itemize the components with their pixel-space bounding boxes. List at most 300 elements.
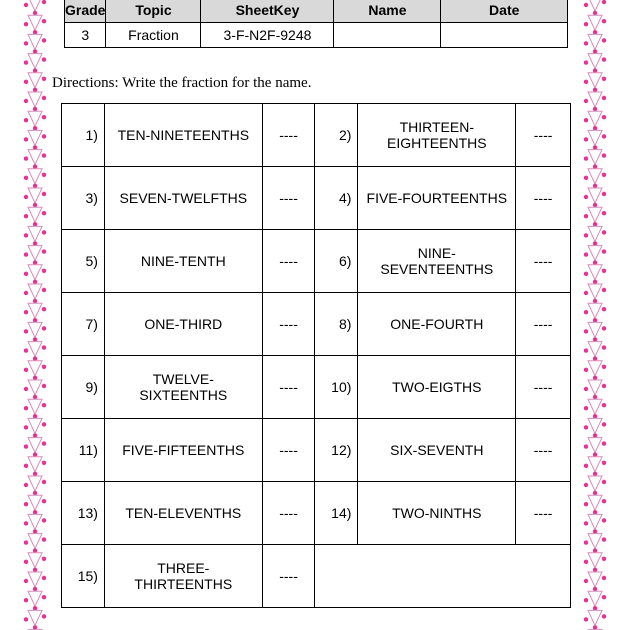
border-triangle (28, 418, 42, 433)
problem-number: 2) (315, 104, 358, 167)
answer-field[interactable]: ---- (262, 167, 315, 230)
border-dot (602, 326, 606, 330)
answer-field[interactable]: ---- (516, 167, 571, 230)
border-dot (602, 441, 606, 445)
border-dot (593, 337, 597, 341)
border-triangle (28, 0, 42, 11)
answer-field[interactable]: ---- (262, 104, 315, 167)
border-dot (584, 502, 588, 506)
border-dot (584, 22, 588, 26)
border-triangle (28, 438, 42, 453)
border-dot (42, 441, 46, 445)
border-dot (42, 326, 46, 330)
border-triangle (28, 457, 42, 472)
problem-row (62, 104, 571, 167)
border-dot (602, 499, 606, 503)
border-dot (593, 529, 597, 533)
border-dot (42, 595, 46, 599)
border-dot (42, 57, 46, 61)
border-dot (602, 19, 606, 23)
border-dot (602, 422, 606, 426)
answer-field[interactable]: ---- (262, 482, 315, 545)
problem-number: 14) (315, 482, 358, 545)
border-dot (584, 3, 588, 7)
problem-fraction-name: TWO-NINTHS (358, 482, 516, 545)
border-dot (602, 557, 606, 561)
border-dot (42, 614, 46, 618)
border-dot (33, 529, 37, 533)
border-dot (24, 22, 28, 26)
grade-value: 3 (65, 23, 106, 48)
border-dot (42, 307, 46, 311)
border-dot (24, 3, 28, 7)
sheetkey-value: 3-F-N2F-9248 (201, 23, 334, 48)
border-triangle (588, 246, 602, 261)
answer-field[interactable]: ---- (262, 419, 315, 482)
problem-number: 6) (315, 230, 358, 293)
border-triangle (588, 322, 602, 337)
name-field[interactable] (334, 23, 441, 48)
border-dot (593, 68, 597, 72)
border-dot (593, 222, 597, 226)
border-triangle (588, 534, 602, 549)
border-dot (584, 617, 588, 621)
border-dot (33, 222, 37, 226)
border-dot (33, 280, 37, 284)
border-dot (602, 153, 606, 157)
problem-fraction-name: NINE-TENTH (104, 230, 262, 293)
border-dot (24, 560, 28, 564)
border-triangle (588, 553, 602, 568)
border-dot (584, 252, 588, 256)
border-dot (24, 387, 28, 391)
border-dot (24, 329, 28, 333)
border-triangle (588, 495, 602, 510)
border-dot (584, 310, 588, 314)
border-triangle (588, 380, 602, 395)
border-dot (33, 452, 37, 456)
topic-value: Fraction (106, 23, 201, 48)
border-dot (593, 30, 597, 34)
border-dot (33, 414, 37, 418)
border-dot (593, 587, 597, 591)
border-dot (593, 164, 597, 168)
problem-number: 1) (62, 104, 105, 167)
border-dot (593, 414, 597, 418)
border-dot (584, 214, 588, 218)
header-col-grade: Grade (65, 0, 106, 23)
border-dot (33, 299, 37, 303)
border-dot (602, 345, 606, 349)
problem-fraction-name: ONE-THIRD (104, 293, 262, 356)
border-dot (42, 115, 46, 119)
border-dot (593, 433, 597, 437)
worksheet-header-table (64, 0, 568, 48)
border-dot (24, 444, 28, 448)
answer-field[interactable]: ---- (516, 482, 571, 545)
border-dot (33, 30, 37, 34)
problem-number: 8) (315, 293, 358, 356)
problem-row (62, 482, 571, 545)
border-dot (24, 540, 28, 544)
problem-number: 13) (62, 482, 105, 545)
border-dot (593, 107, 597, 111)
border-dot (33, 376, 37, 380)
border-dot (593, 356, 597, 360)
border-dot (584, 444, 588, 448)
problem-number: 11) (62, 419, 105, 482)
border-dot (42, 134, 46, 138)
border-dot (42, 499, 46, 503)
answer-field[interactable]: ---- (516, 104, 571, 167)
decorative-border-right (582, 0, 608, 630)
border-dot (593, 510, 597, 514)
border-dot (602, 0, 606, 4)
border-triangle (588, 73, 602, 88)
border-dot (33, 88, 37, 92)
border-dot (33, 203, 37, 207)
border-dot (24, 137, 28, 141)
border-dot (602, 134, 606, 138)
border-dot (42, 384, 46, 388)
border-dot (42, 576, 46, 580)
border-triangle (588, 303, 602, 318)
border-dot (33, 164, 37, 168)
border-triangle (28, 534, 42, 549)
border-dot (24, 41, 28, 45)
border-dot (24, 310, 28, 314)
border-triangle (28, 572, 42, 587)
border-triangle (28, 226, 42, 241)
problem-row (62, 167, 571, 230)
border-dot (24, 521, 28, 525)
border-triangle (588, 457, 602, 472)
border-dot (42, 403, 46, 407)
border-dot (33, 356, 37, 360)
header-col-date: Date (441, 0, 568, 23)
border-dot (33, 472, 37, 476)
border-dot (584, 60, 588, 64)
border-dot (584, 195, 588, 199)
answer-field[interactable]: ---- (516, 230, 571, 293)
border-dot (24, 233, 28, 237)
header-col-topic: Topic (106, 0, 201, 23)
border-triangle (28, 246, 42, 261)
border-triangle (28, 284, 42, 299)
answer-field[interactable]: ---- (262, 293, 315, 356)
border-dot (593, 625, 597, 629)
answer-field[interactable]: ---- (262, 230, 315, 293)
border-dot (602, 518, 606, 522)
problem-fraction-name: TEN-ELEVENTHS (104, 482, 262, 545)
border-dot (584, 272, 588, 276)
border-dot (584, 329, 588, 333)
border-dot (42, 365, 46, 369)
border-triangle (588, 207, 602, 222)
border-dot (42, 77, 46, 81)
border-dot (602, 480, 606, 484)
border-triangle (28, 380, 42, 395)
border-dot (24, 348, 28, 352)
border-dot (584, 368, 588, 372)
problem-number: 10) (315, 356, 358, 419)
border-dot (584, 176, 588, 180)
border-dot (602, 38, 606, 42)
border-dot (584, 348, 588, 352)
border-dot (33, 548, 37, 552)
decorative-border-left (22, 0, 48, 630)
border-dot (602, 57, 606, 61)
border-dot (602, 461, 606, 465)
problem-fraction-name: FIVE-FIFTEENTHS (104, 419, 262, 482)
problem-fraction-name: TWELVE-SIXTEENTHS (104, 356, 262, 419)
border-triangle (28, 514, 42, 529)
border-dot (33, 395, 37, 399)
border-triangle (588, 438, 602, 453)
border-dot (584, 406, 588, 410)
border-dot (602, 77, 606, 81)
border-dot (593, 395, 597, 399)
border-dot (24, 118, 28, 122)
border-dot (33, 318, 37, 322)
border-dot (33, 184, 37, 188)
border-dot (42, 38, 46, 42)
border-triangle (28, 303, 42, 318)
border-dot (593, 184, 597, 188)
border-triangle (588, 361, 602, 376)
border-dot (593, 472, 597, 476)
border-triangle (28, 476, 42, 491)
border-dot (24, 406, 28, 410)
border-dot (33, 68, 37, 72)
border-dot (593, 452, 597, 456)
border-dot (24, 252, 28, 256)
border-dot (584, 560, 588, 564)
border-triangle (28, 361, 42, 376)
border-triangle (588, 418, 602, 433)
border-dot (602, 192, 606, 196)
problem-fraction-name: NINE-SEVENTEENTHS (358, 230, 516, 293)
border-dot (24, 502, 28, 506)
border-dot (593, 145, 597, 149)
border-dot (33, 107, 37, 111)
border-dot (24, 60, 28, 64)
border-dot (42, 480, 46, 484)
border-dot (42, 345, 46, 349)
border-dot (42, 461, 46, 465)
border-dot (602, 403, 606, 407)
border-dot (42, 19, 46, 23)
border-triangle (28, 15, 42, 30)
problems-table (61, 103, 571, 608)
border-triangle (28, 130, 42, 145)
answer-field[interactable]: ---- (516, 356, 571, 419)
problem-number: 7) (62, 293, 105, 356)
problem-number: 4) (315, 167, 358, 230)
border-triangle (28, 169, 42, 184)
border-triangle (28, 265, 42, 280)
border-triangle (28, 399, 42, 414)
border-triangle (588, 572, 602, 587)
border-triangle (588, 15, 602, 30)
border-dot (593, 241, 597, 245)
border-triangle (588, 610, 602, 625)
empty-cell (315, 545, 571, 608)
header-col-sheetkey: SheetKey (201, 0, 334, 23)
problem-row (62, 356, 571, 419)
border-dot (33, 260, 37, 264)
border-triangle (28, 591, 42, 606)
border-triangle (28, 322, 42, 337)
border-triangle (588, 54, 602, 69)
border-dot (42, 211, 46, 215)
border-dot (33, 625, 37, 629)
border-dot (584, 579, 588, 583)
border-triangle (588, 188, 602, 203)
border-dot (584, 598, 588, 602)
border-triangle (588, 284, 602, 299)
border-triangle (28, 188, 42, 203)
border-dot (24, 483, 28, 487)
border-dot (602, 288, 606, 292)
border-dot (33, 337, 37, 341)
border-dot (24, 579, 28, 583)
border-triangle (588, 150, 602, 165)
border-dot (593, 260, 597, 264)
border-triangle (588, 0, 602, 11)
border-dot (42, 269, 46, 273)
problem-fraction-name: THIRTEEN- EIGHTEENTHS (358, 104, 516, 167)
border-triangle (588, 514, 602, 529)
border-triangle (28, 34, 42, 49)
problem-fraction-name: TEN-NINETEENTHS (104, 104, 262, 167)
border-dot (584, 521, 588, 525)
border-dot (33, 568, 37, 572)
header-col-name: Name (334, 0, 441, 23)
answer-field[interactable]: ---- (262, 356, 315, 419)
border-dot (584, 233, 588, 237)
problem-fraction-name: THREE-THIRTEENTHS (104, 545, 262, 608)
border-dot (24, 425, 28, 429)
border-dot (42, 537, 46, 541)
border-triangle (28, 150, 42, 165)
border-dot (584, 99, 588, 103)
border-dot (42, 422, 46, 426)
border-dot (593, 299, 597, 303)
border-dot (584, 118, 588, 122)
border-dot (24, 156, 28, 160)
problem-row (62, 230, 571, 293)
border-dot (33, 11, 37, 15)
border-dot (24, 272, 28, 276)
border-dot (24, 617, 28, 621)
problem-number: 5) (62, 230, 105, 293)
border-triangle (28, 111, 42, 126)
date-field[interactable] (441, 23, 568, 48)
answer-field[interactable]: ---- (516, 293, 571, 356)
border-dot (42, 557, 46, 561)
border-dot (24, 214, 28, 218)
border-triangle (28, 207, 42, 222)
border-dot (584, 137, 588, 141)
border-dot (584, 483, 588, 487)
border-dot (602, 173, 606, 177)
border-dot (602, 365, 606, 369)
border-triangle (588, 476, 602, 491)
border-dot (602, 595, 606, 599)
border-dot (593, 203, 597, 207)
border-triangle (28, 610, 42, 625)
border-dot (24, 598, 28, 602)
border-dot (602, 211, 606, 215)
problem-fraction-name: SEVEN-TWELFTHS (104, 167, 262, 230)
problem-fraction-name: ONE-FOURTH (358, 293, 516, 356)
border-dot (593, 126, 597, 130)
border-dot (33, 491, 37, 495)
problem-number: 9) (62, 356, 105, 419)
border-triangle (588, 591, 602, 606)
border-triangle (588, 226, 602, 241)
problem-number: 12) (315, 419, 358, 482)
border-dot (42, 288, 46, 292)
border-dot (33, 49, 37, 53)
border-dot (24, 368, 28, 372)
border-dot (584, 156, 588, 160)
border-dot (593, 49, 597, 53)
border-triangle (28, 92, 42, 107)
answer-field[interactable]: ---- (262, 545, 315, 608)
border-dot (584, 425, 588, 429)
border-triangle (28, 54, 42, 69)
border-dot (42, 173, 46, 177)
border-dot (584, 291, 588, 295)
border-dot (584, 80, 588, 84)
border-triangle (588, 265, 602, 280)
border-dot (42, 230, 46, 234)
border-dot (593, 491, 597, 495)
border-dot (42, 153, 46, 157)
problem-row (62, 545, 571, 608)
border-triangle (28, 553, 42, 568)
border-dot (584, 387, 588, 391)
problem-fraction-name: SIX-SEVENTH (358, 419, 516, 482)
problem-row (62, 293, 571, 356)
border-dot (24, 176, 28, 180)
border-dot (602, 96, 606, 100)
header-row (65, 0, 568, 23)
border-dot (24, 464, 28, 468)
problem-fraction-name: TWO-EIGTHS (358, 356, 516, 419)
border-dot (42, 192, 46, 196)
answer-field[interactable]: ---- (516, 419, 571, 482)
border-dot (602, 576, 606, 580)
border-dot (33, 587, 37, 591)
border-triangle (588, 342, 602, 357)
border-dot (33, 510, 37, 514)
border-dot (42, 518, 46, 522)
border-dot (584, 464, 588, 468)
border-dot (593, 568, 597, 572)
border-dot (602, 384, 606, 388)
border-dot (584, 41, 588, 45)
border-triangle (28, 342, 42, 357)
border-dot (33, 241, 37, 245)
border-dot (593, 11, 597, 15)
border-dot (42, 96, 46, 100)
border-triangle (28, 495, 42, 510)
border-dot (593, 376, 597, 380)
border-dot (602, 307, 606, 311)
